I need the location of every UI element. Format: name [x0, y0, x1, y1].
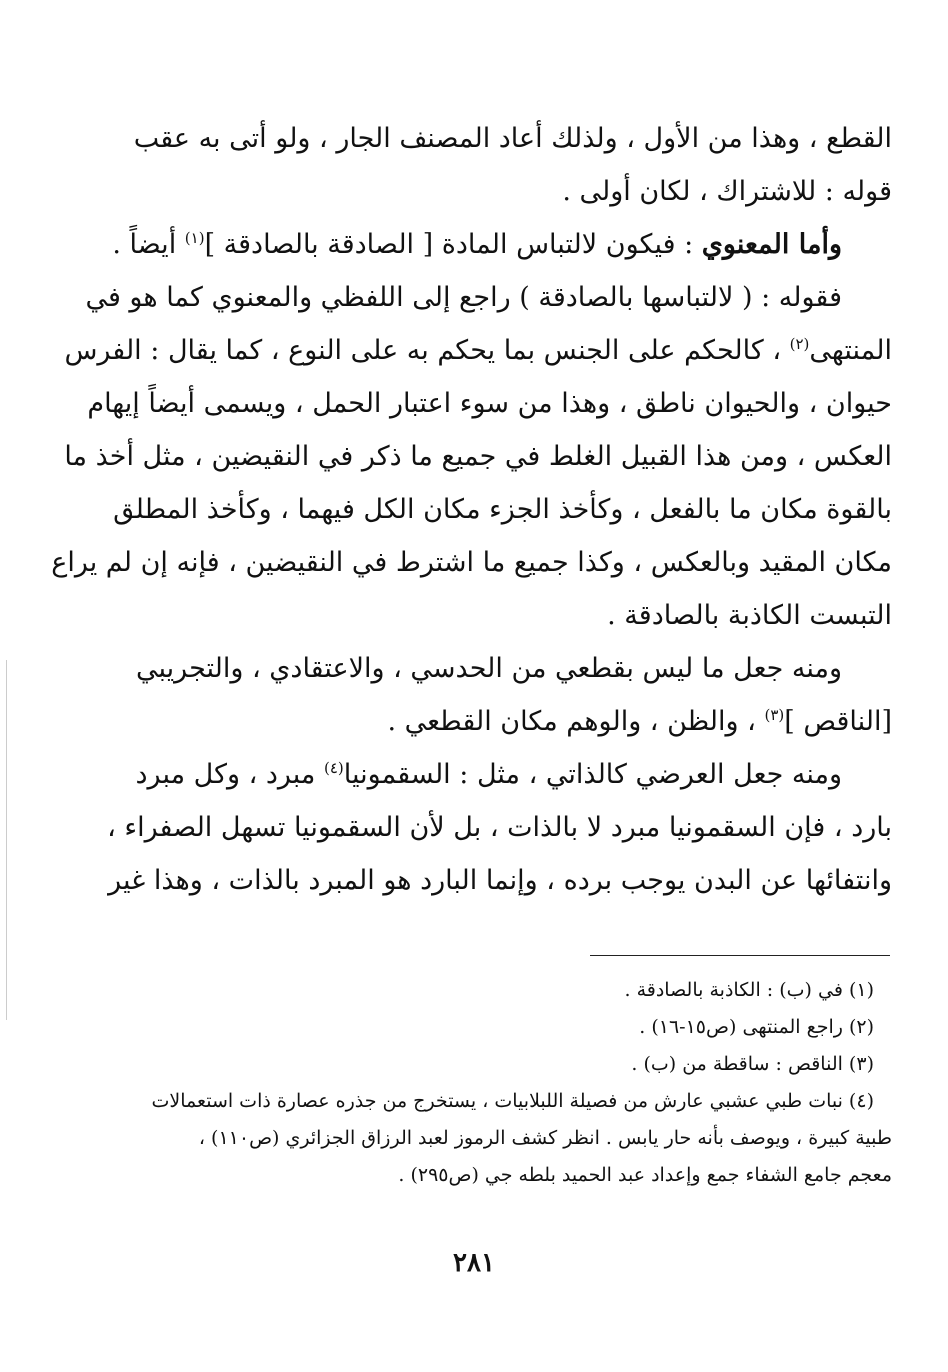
text-line	[136, 695, 892, 748]
text-run: مبرد ، وكل مبرد	[135, 759, 324, 790]
text-line: بالقوة مكان ما بالفعل ، وكأخذ الجزء مكان الكل فيهما ، وكأخذ المطلق	[113, 494, 892, 525]
text-run: ، كالحكم على الجنس بما يحكم به على النوع ، كما يقال : الفرس	[64, 335, 790, 366]
footnote: (٢) راجع المنتهى (ص١٥-١٦) .	[639, 1016, 874, 1038]
footnote-continuation: معجم جامع الشفاء جمع وإعداد عبد الحميد بلطه جي (ص٢٩٥) .	[398, 1164, 892, 1186]
text-run: [الناقص ]	[784, 706, 892, 737]
footnote-ref[interactable]: (٢)	[789, 335, 810, 353]
text-line: العكس ، ومن هذا القبيل الغلط في جميع ما ذكر في النقيضين ، مثل أخذ ما	[64, 441, 892, 472]
text-run: ومنه جعل العرضي كالذاتي ، مثل : السقمونيا	[343, 759, 842, 790]
text-line: وانتفائها عن البدن يوجب برده ، وإنما البارد هو المبرد بالذات ، وهذا غير	[108, 865, 892, 896]
text-run: : فيكون لالتباس المادة [ الصادقة بالصادقة ]	[204, 229, 702, 260]
footnote-ref[interactable]: (٣)	[764, 706, 785, 724]
footnote: (٣) الناقص : ساقطة من (ب) .	[631, 1053, 874, 1075]
footnotes	[136, 972, 892, 1194]
text-line: حيوان ، والحيوان ناطق ، وهذا من سوء اعتبار الحمل ، ويسمى أيضاً إيهام	[87, 388, 892, 419]
text-line	[64, 324, 892, 377]
text-line: فقوله : ( لالتباسها بالصادقة ) راجع إلى اللفظي والمعنوي كما هو في	[85, 282, 842, 313]
text-line: القطع ، وهذا من الأول ، ولذلك أعاد المصنف الجار ، ولو أتى به عقب	[133, 123, 892, 154]
text-run: المنتهى	[809, 335, 892, 366]
text-run: أيضاً .	[112, 229, 185, 260]
text-line: ومنه جعل ما ليس بقطعي من الحدسي ، والاعتقادي ، والتجريبي	[136, 653, 842, 684]
text-line: بارد ، فإن السقمونيا مبرد لا بالذات ، بل لأن السقمونيا تسهل الصفراء ،	[107, 812, 892, 843]
text-line	[112, 218, 892, 271]
footnote-ref[interactable]: (١)	[184, 229, 205, 247]
scan-edge-mark	[6, 660, 7, 1020]
section-lead: وأما المعنوي	[701, 229, 842, 260]
main-text	[51, 112, 892, 907]
text-line: مكان المقيد وبالعكس ، وكذا جميع ما اشترط في النقيضين ، فإنه إن لم يراع	[51, 547, 892, 578]
footnote-continuation: طبية كبيرة ، ويوصف بأنه حار يابس . انظر كشف الرموز لعبد الرزاق الجزائري (ص١١٠) ،	[198, 1127, 892, 1149]
text-run: ، والظن ، والوهم مكان القطعي .	[387, 706, 765, 737]
footnote: (٤) نبات طبي عشبي عارش من فصيلة اللبلابيات ، يستخرج من جذره عصارة ذات استعمالات	[151, 1090, 874, 1112]
page-number: ٢٨١	[453, 1248, 495, 1278]
footnote-divider	[590, 955, 890, 956]
text-line	[136, 748, 892, 801]
text-line: قوله : للاشتراك ، لكان أولى .	[562, 176, 892, 207]
footnote-ref[interactable]: (٤)	[323, 759, 344, 777]
text-line: التبست الكاذبة بالصادقة .	[607, 600, 892, 631]
footnote: (١) في (ب) : الكاذبة بالصادقة .	[624, 979, 874, 1001]
